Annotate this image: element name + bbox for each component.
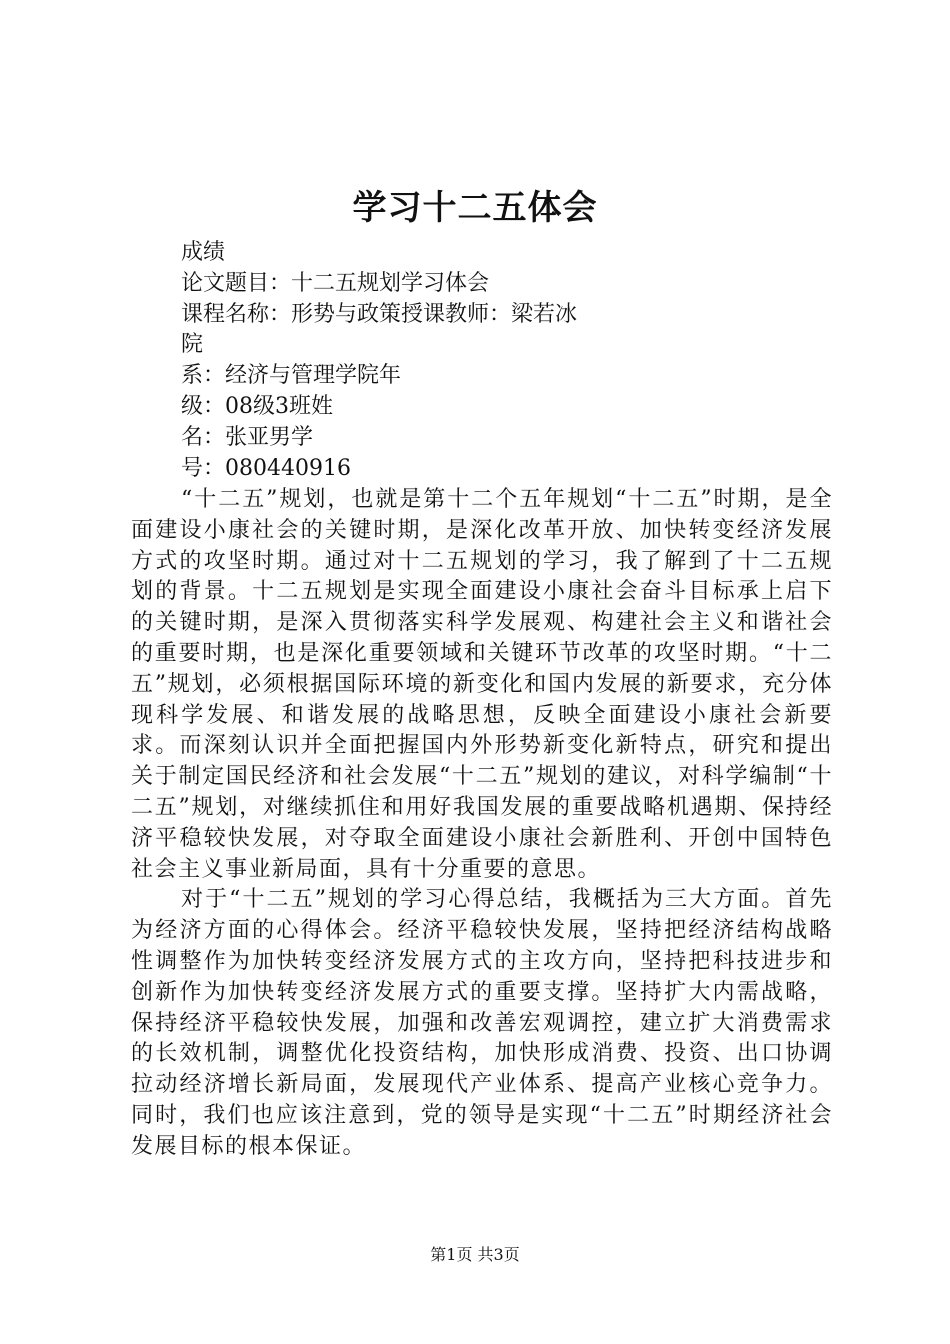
meta-line-name: 名：张亚男学 — [181, 424, 314, 450]
page-footer: 第1页 共3页 — [430, 1245, 520, 1264]
meta-line-paper-title: 论文题目：十二五规划学习体会 — [181, 270, 490, 296]
document-meta — [181, 238, 861, 484]
meta-line-college: 院 — [181, 332, 204, 358]
meta-line-grade: 级：08级3班姓 — [181, 393, 333, 419]
body-paragraph: “十二五”规划，也就是第十二个五年规划“十二五”时期，是全面建设小康社会的关键时期，是深化改革开放、加快转变经济发展方式的攻坚时期。通过对十二五规划的学习，我了解到了十二五规划的背景。十二五规划是实现全面建设小康社会奋斗目标承上启下的关键时期，是深入贯彻落实科学发展观、构建社会主义和谐社会的重要时期，也是深化重要领域和关键环节改革的攻坚时期。“十二五”规划，必须根据国际环境的新变化和国内发展的新要求，充分体现科学发展、和谐发展的战略思想，反映全面建设小康社会新要求。而深刻认识并全面把握国内外形势新变化新特点，研究和提出关于制定国民经济和社会发展“十二五”规划的建议，对科学编制“十二五”规划，对继续抓住和用好我国发展的重要战略机遇期、保持经济平稳较快发展，对夺取全面建设小康社会新胜利、开创中国特色社会主义事业新局面，具有十分重要的意思。 — [131, 487, 833, 882]
document-title: 学习十二五体会 — [352, 188, 598, 228]
meta-line-department: 系：经济与管理学院年 — [181, 363, 402, 389]
body-paragraph: 对于“十二五”规划的学习心得总结，我概括为三大方面。首先为经济方面的心得体会。经济平稳较快发展，坚持把经济结构战略性调整作为加快转变经济发展方式的主攻方向，坚持把科技进步和创新作为加快转变经济发展方式的重要支撑。坚持扩大内需战略，保持经济平稳较快发展，加强和改善宏观调控，建立扩大消费需求的长效机制，调整优化投资结构，加快形成消费、投资、出口协调拉动经济增长新局面，发展现代产业体系、提高产业核心竞争力。同时，我们也应该注意到，党的领导是实现“十二五”时期经济社会发展目标的根本保证。 — [131, 887, 833, 1159]
document-body — [131, 485, 833, 1163]
meta-line-course: 课程名称：形势与政策授课教师：梁若冰 — [181, 301, 578, 327]
meta-line-score: 成绩 — [181, 240, 226, 265]
meta-line-student-id: 号：080440916 — [181, 455, 351, 481]
